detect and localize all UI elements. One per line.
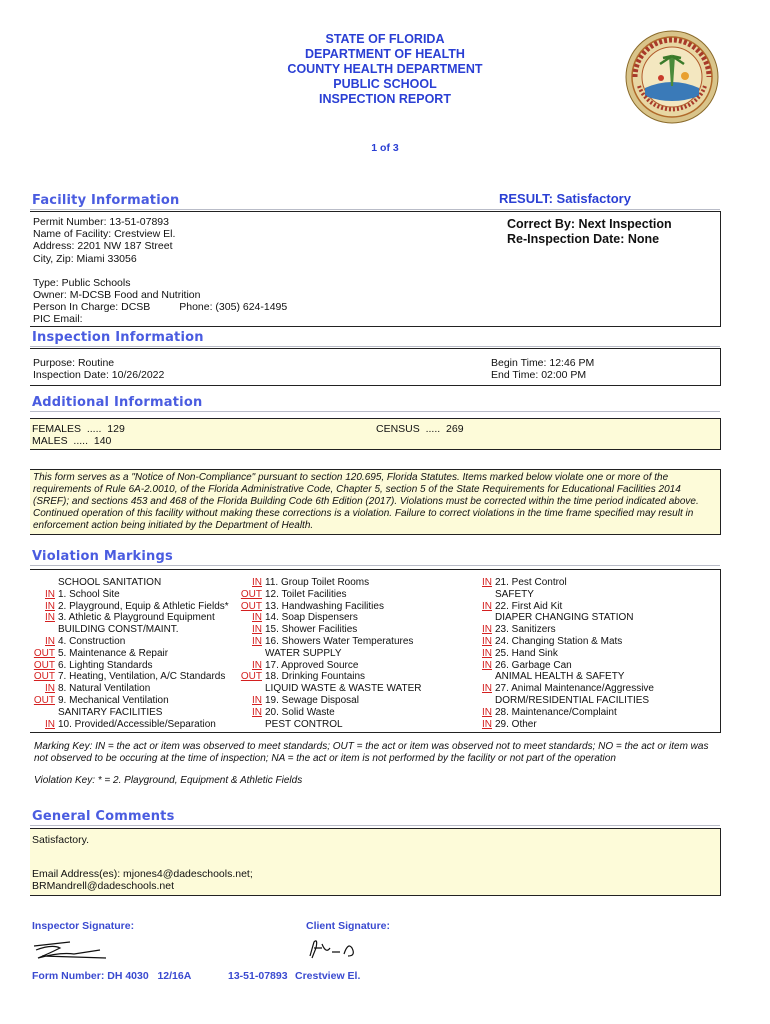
violation-label: 19. Sewage Disposal bbox=[265, 694, 359, 706]
facility-name: Name of Facility: Crestview El. bbox=[33, 228, 176, 241]
violation-code: OUT bbox=[33, 694, 55, 706]
violation-row bbox=[237, 601, 472, 613]
violation-row bbox=[467, 695, 717, 707]
facility-owner: Owner: M-DCSB Food and Nutrition bbox=[33, 289, 201, 302]
violation-code: OUT bbox=[240, 671, 262, 683]
violation-code bbox=[30, 707, 58, 719]
violation-label: 23. Sanitizers bbox=[495, 624, 556, 636]
person-in-charge: Person In Charge: DCSB bbox=[33, 301, 151, 314]
violation-section-rule bbox=[30, 565, 720, 566]
permit-number: Permit Number: 13-51-07893 bbox=[33, 216, 169, 228]
end-time: End Time: 02:00 PM bbox=[491, 369, 587, 382]
violation-row bbox=[467, 577, 717, 589]
violation-label: PEST CONTROL bbox=[265, 718, 343, 730]
violation-label: SANITARY FACILITIES bbox=[58, 706, 163, 718]
violation-row bbox=[237, 589, 472, 601]
violation-code: OUT bbox=[33, 647, 55, 659]
violation-label: 21. Pest Control bbox=[495, 577, 567, 588]
violation-code bbox=[467, 671, 495, 683]
reinspection-date: Re-Inspection Date: None bbox=[507, 232, 660, 246]
violation-label: 7. Heating, Ventilation, A/C Standards bbox=[58, 671, 226, 683]
violation-row bbox=[30, 719, 245, 731]
violation-row bbox=[237, 671, 472, 683]
violation-label: 29. Other bbox=[495, 718, 537, 730]
violation-label: 27. Animal Maintenance/Aggressive bbox=[495, 683, 654, 695]
correct-by: Correct By: Next Inspection bbox=[507, 217, 672, 231]
violation-label: 8. Natural Ventilation bbox=[58, 683, 151, 695]
header-school: PUBLIC SCHOOL bbox=[333, 77, 437, 91]
violation-label: 6. Lighting Standards bbox=[58, 659, 153, 671]
violation-label: BUILDING CONST/MAINT. bbox=[58, 624, 179, 636]
violation-label: 2. Playground, Equip & Athletic Fields* bbox=[58, 600, 229, 612]
facility-city-zip: City, Zip: Miami 33056 bbox=[33, 252, 137, 265]
violation-label: SCHOOL SANITATION bbox=[58, 577, 162, 588]
violation-label: 18. Drinking Fountains bbox=[265, 671, 366, 683]
facility-section-rule bbox=[30, 209, 720, 210]
violation-code: IN bbox=[482, 647, 492, 659]
violation-label: 1. School Site bbox=[58, 588, 120, 600]
violation-row bbox=[237, 577, 472, 589]
violation-column-1 bbox=[30, 577, 245, 730]
violation-row bbox=[237, 695, 472, 707]
violation-code: IN bbox=[482, 683, 492, 695]
form-number: Form Number: DH 4030 12/16A bbox=[32, 970, 192, 982]
violation-code: IN bbox=[252, 706, 262, 718]
footer-permit: 13-51-07893 bbox=[228, 970, 288, 982]
violation-code bbox=[467, 695, 495, 707]
violation-code bbox=[237, 683, 265, 695]
client-signature-image bbox=[304, 934, 364, 964]
violation-row bbox=[467, 624, 717, 636]
violation-row bbox=[237, 624, 472, 636]
begin-time: Begin Time: 12:46 PM bbox=[491, 357, 595, 369]
violation-code: IN bbox=[45, 635, 55, 647]
violation-code: IN bbox=[45, 718, 55, 730]
facility-section-title: Facility Information bbox=[32, 193, 180, 208]
violation-row bbox=[30, 648, 245, 660]
violation-row bbox=[467, 683, 717, 695]
violation-row bbox=[467, 589, 717, 601]
inspection-section-title: Inspection Information bbox=[32, 330, 204, 345]
inspector-signature-label: Inspector Signature: bbox=[32, 920, 135, 932]
violation-code bbox=[30, 577, 58, 589]
violation-row bbox=[467, 719, 717, 731]
violation-column-2 bbox=[237, 577, 472, 730]
violation-code: OUT bbox=[240, 600, 262, 612]
violation-row bbox=[30, 624, 245, 636]
violation-row bbox=[30, 683, 245, 695]
inspector-signature-image bbox=[30, 936, 110, 964]
person-in-charge-row bbox=[33, 301, 363, 313]
violation-code: IN bbox=[482, 659, 492, 671]
florida-seal-icon bbox=[625, 30, 719, 124]
violation-row bbox=[30, 695, 245, 707]
violation-label: 22. First Aid Kit bbox=[495, 600, 563, 612]
violation-label: 12. Toilet Facilities bbox=[265, 588, 347, 600]
violation-row bbox=[237, 719, 472, 731]
violation-label: WATER SUPPLY bbox=[265, 647, 342, 659]
facility-address: Address: 2201 NW 187 Street bbox=[33, 240, 173, 253]
violation-section-title: Violation Markings bbox=[32, 549, 173, 564]
census-count: CENSUS ..... 269 bbox=[376, 423, 464, 435]
violation-label: ANIMAL HEALTH & SAFETY bbox=[495, 671, 625, 683]
violation-code: OUT bbox=[240, 588, 262, 600]
violation-label: 20. Solid Waste bbox=[265, 706, 335, 718]
email-line-2: BRMandrell@dadeschools.net bbox=[32, 880, 174, 893]
violation-label: 15. Shower Facilities bbox=[265, 624, 358, 636]
violation-row bbox=[467, 601, 717, 613]
violation-column-3 bbox=[467, 577, 717, 730]
violation-label: 10. Provided/Accessible/Separation bbox=[58, 718, 216, 730]
violation-label: 25. Hand Sink bbox=[495, 647, 558, 659]
violation-row bbox=[467, 660, 717, 672]
additional-section-rule bbox=[30, 411, 720, 412]
header-report: INSPECTION REPORT bbox=[319, 92, 451, 106]
violation-code: IN bbox=[482, 718, 492, 730]
violation-label: 26. Garbage Can bbox=[495, 659, 572, 671]
violation-code: IN bbox=[252, 577, 262, 588]
comments-emails bbox=[32, 868, 253, 892]
violation-row bbox=[30, 589, 245, 601]
violation-code: IN bbox=[252, 659, 262, 671]
males-count: MALES ..... 140 bbox=[32, 435, 112, 448]
violation-row bbox=[237, 636, 472, 648]
violation-code: IN bbox=[482, 624, 492, 636]
violation-code: OUT bbox=[33, 671, 55, 683]
violation-key: Violation Key: * = 2. Playground, Equipment & Athletic Fields bbox=[34, 775, 303, 786]
comments-text: Satisfactory. bbox=[32, 834, 89, 846]
violation-label: 17. Approved Source bbox=[265, 659, 359, 671]
violation-code: IN bbox=[45, 612, 55, 624]
result-label: RESULT: Satisfactory bbox=[499, 191, 631, 206]
facility-phone: Phone: (305) 624-1495 bbox=[179, 301, 288, 314]
violation-code bbox=[467, 612, 495, 624]
violation-label: 5. Maintenance & Repair bbox=[58, 647, 169, 659]
facility-type: Type: Public Schools bbox=[33, 276, 131, 289]
violation-row bbox=[30, 612, 245, 624]
comments-section-rule bbox=[30, 825, 720, 826]
violation-label: DIAPER CHANGING STATION bbox=[495, 612, 634, 624]
email-line-1: Email Address(es): mjones4@dadeschools.net; bbox=[32, 868, 253, 880]
violation-row bbox=[30, 707, 245, 719]
inspection-details bbox=[33, 357, 333, 381]
violation-label: 4. Construction bbox=[58, 635, 126, 647]
facility-details bbox=[33, 216, 363, 326]
inspection-times bbox=[491, 357, 711, 381]
violation-code bbox=[30, 624, 58, 636]
footer-facility: Crestview El. bbox=[295, 970, 361, 982]
report-header bbox=[185, 32, 585, 107]
violation-row bbox=[237, 707, 472, 719]
violation-label: 3. Athletic & Playground Equipment bbox=[58, 612, 215, 624]
violation-code bbox=[237, 648, 265, 660]
violation-row bbox=[30, 601, 245, 613]
violation-label: 14. Soap Dispensers bbox=[265, 612, 358, 624]
violation-label: 11. Group Toilet Rooms bbox=[265, 577, 370, 588]
violation-code: IN bbox=[45, 588, 55, 600]
violation-label: 16. Showers Water Temperatures bbox=[265, 635, 414, 647]
violation-label: 13. Handwashing Facilities bbox=[265, 600, 384, 612]
pic-email: PIC Email: bbox=[33, 313, 83, 326]
violation-row bbox=[237, 660, 472, 672]
violation-row bbox=[467, 636, 717, 648]
violation-label: LIQUID WASTE & WASTE WATER bbox=[265, 683, 422, 695]
violation-row bbox=[467, 707, 717, 719]
violation-code: IN bbox=[45, 600, 55, 612]
violation-row bbox=[467, 671, 717, 683]
violation-code: IN bbox=[252, 694, 262, 706]
violation-row bbox=[237, 683, 472, 695]
violation-code: IN bbox=[482, 706, 492, 718]
violation-code: IN bbox=[252, 635, 262, 647]
inspection-section-rule bbox=[30, 346, 720, 347]
violation-row bbox=[30, 577, 245, 589]
notice-text: This form serves as a "Notice of Non-Compliance" pursuant to section 120.695, Florida Statutes. Items marked below violate one or more of the requirements of Rule 6A-2.0010, of the Florida Administrative Code, Chapter 5, section 5 of the State Requirements for Educational Facilities 2014 (SREF); and sections 453 and 468 of the Florida Building Code 6th Edition (2017). Violations must be corrected within the time period indicated above. Continued operation of this facility without making these corrections is a violation. Failure to correct violations in the time frame specified may result in enforcement action being initiated by the Department of Health. bbox=[33, 472, 699, 531]
violation-code: IN bbox=[45, 683, 55, 695]
violation-code: OUT bbox=[33, 659, 55, 671]
violation-row bbox=[237, 612, 472, 624]
inspection-date: Inspection Date: 10/26/2022 bbox=[33, 369, 165, 382]
violation-row bbox=[467, 648, 717, 660]
violation-code: IN bbox=[482, 577, 492, 588]
violation-label: DORM/RESIDENTIAL FACILITIES bbox=[495, 694, 650, 706]
violation-code: IN bbox=[252, 624, 262, 636]
violation-code bbox=[467, 589, 495, 601]
violation-row bbox=[30, 636, 245, 648]
comments-section-title: General Comments bbox=[32, 809, 175, 824]
header-county: COUNTY HEALTH DEPARTMENT bbox=[287, 62, 483, 76]
marking-key: Marking Key: IN = the act or item was observed to meet standards; OUT = the act or item was observed not to meet standards; NO = the act or item was not observed to be occuring at the time of inspection; NA = the act or item is not performed by the facility or not part of the operation bbox=[34, 741, 709, 764]
header-state: STATE OF FLORIDA bbox=[325, 32, 445, 46]
header-department: DEPARTMENT OF HEALTH bbox=[305, 47, 465, 61]
page-indicator: 1 of 3 bbox=[371, 142, 399, 154]
females-count: FEMALES ..... 129 bbox=[32, 423, 125, 435]
violation-label: 9. Mechanical Ventilation bbox=[58, 694, 169, 706]
violation-label: SAFETY bbox=[495, 588, 534, 600]
inspection-purpose: Purpose: Routine bbox=[33, 357, 115, 369]
violation-row bbox=[467, 612, 717, 624]
violation-code: IN bbox=[482, 635, 492, 647]
violation-code bbox=[237, 719, 265, 731]
violation-code: IN bbox=[482, 600, 492, 612]
client-signature-label: Client Signature: bbox=[306, 920, 391, 932]
violation-row bbox=[30, 671, 245, 683]
violation-row bbox=[30, 660, 245, 672]
violation-row bbox=[237, 648, 472, 660]
additional-section-title: Additional Information bbox=[32, 395, 203, 410]
violation-code: IN bbox=[252, 612, 262, 624]
additional-details bbox=[32, 423, 332, 447]
result-details bbox=[507, 217, 717, 247]
violation-label: 28. Maintenance/Complaint bbox=[495, 706, 617, 718]
violation-label: 24. Changing Station & Mats bbox=[495, 635, 623, 647]
